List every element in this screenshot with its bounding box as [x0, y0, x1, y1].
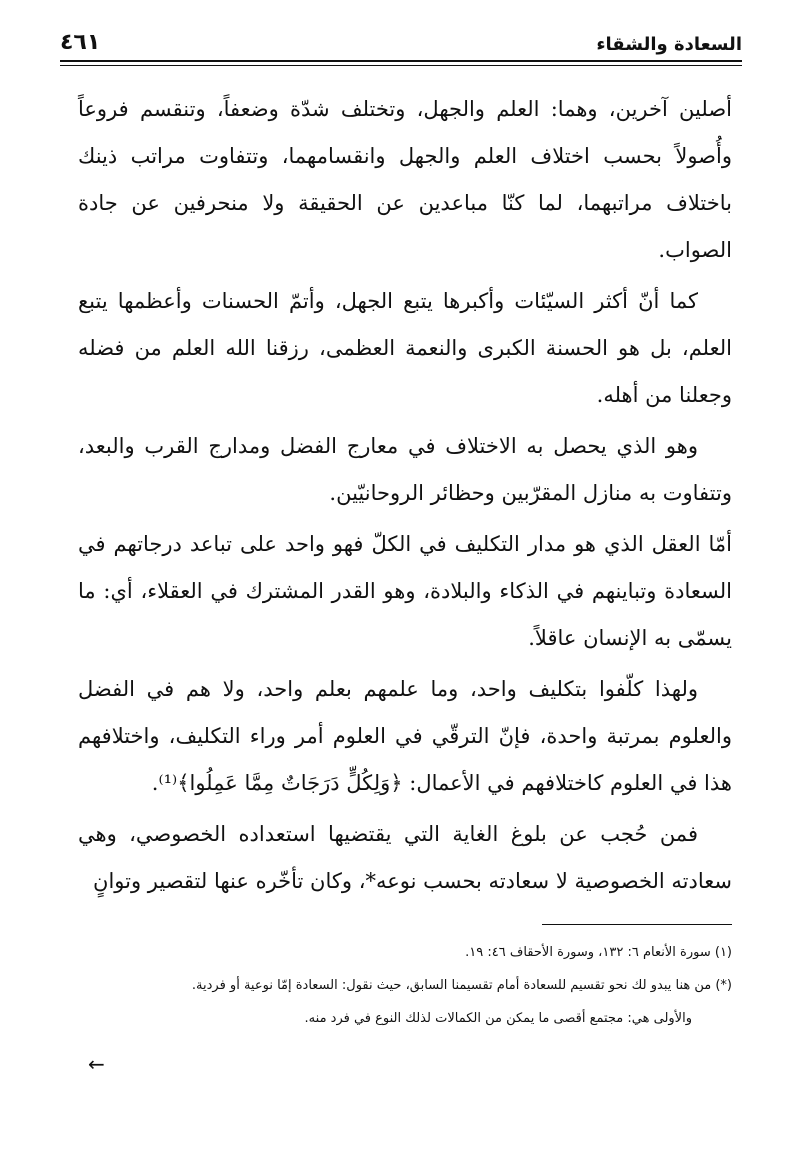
- footnotes: [90, 936, 732, 1035]
- paragraph-5: ولهذا كلّفوا بتكليف واحد، وما علمهم بعلم واحد، ولا هم في الفضل والعلوم بمرتبة واحدة، فإنّ الترقّي في العلوم أمر وراء التكليف، واختلافهم هذا في العلوم كاختلافهم في الأعمال: ﴿وَلِكُلٍّ دَرَجَاتٌ مِمَّا عَمِلُوا﴾⁽¹⁾.: [78, 677, 732, 795]
- main-text: [78, 86, 732, 909]
- footnote-star-continued: والأولى هي: مجتمع أقصى ما يمكن من الكمالات لذلك النوع في فرد منه.: [304, 1011, 692, 1026]
- page-header: [60, 28, 742, 62]
- header-rule-thick: [60, 60, 742, 62]
- continuation-arrow-icon: ←: [88, 1052, 105, 1076]
- paragraph-6: فمن حُجب عن بلوغ الغاية التي يقتضيها استعداده الخصوصي، وهي سعادته الخصوصية لا سعادته بحسب نوعه*، وكان تأخّره عنها لتقصير وتوانٍ: [78, 822, 732, 893]
- footnote-separator: [542, 924, 732, 925]
- paragraph-4: أمّا العقل الذي هو مدار التكليف في الكلّ فهو واحد على تباعد درجاتهم في السعادة وتباينهم في الذكاء والبلادة، وهو القدر المشترك في العقلاء، أي: ما يسمّى به الإنسان عاقلاً.: [78, 532, 732, 650]
- paragraph-2: كما أنّ أكثر السيّئات وأكبرها يتبع الجهل، وأتمّ الحسنات وأعظمها يتبع العلم، بل هو الحسنة الكبرى والنعمة العظمى، رزقنا الله العلم من فضله وجعلنا من أهله.: [78, 289, 732, 407]
- header-rule-thin: [60, 65, 742, 66]
- footnote-1: (١) سورة الأنعام ٦: ١٣٢، وسورة الأحقاف ٤٦: ١٩.: [465, 945, 732, 960]
- page-number: ٤٦١: [60, 30, 101, 55]
- paragraph-3: وهو الذي يحصل به الاختلاف في معارج الفضل ومدارج القرب والبعد، وتتفاوت به منازل المقرّبين وحظائر الروحانيّين.: [78, 434, 732, 505]
- footnote-star: (*) من هنا يبدو لك نحو تقسيم للسعادة أمام تقسيمنا السابق، حيث نقول: السعادة إمّا نوعية أو فردية.: [191, 978, 732, 993]
- running-title: السعادة والشقاء: [596, 34, 742, 55]
- paragraph-1: أصلين آخرين، وهما: العلم والجهل، وتختلف شدّة وضعفاً، وتنقسم فروعاً وأُصولاً بحسب اختلاف العلم والجهل وانقسامهما، وتتفاوت مراتب ذينك باختلاف مراتبهما، لما كنّا مباعدين عن الحقيقة ولا منحرفين عن جادة الصواب.: [78, 97, 732, 262]
